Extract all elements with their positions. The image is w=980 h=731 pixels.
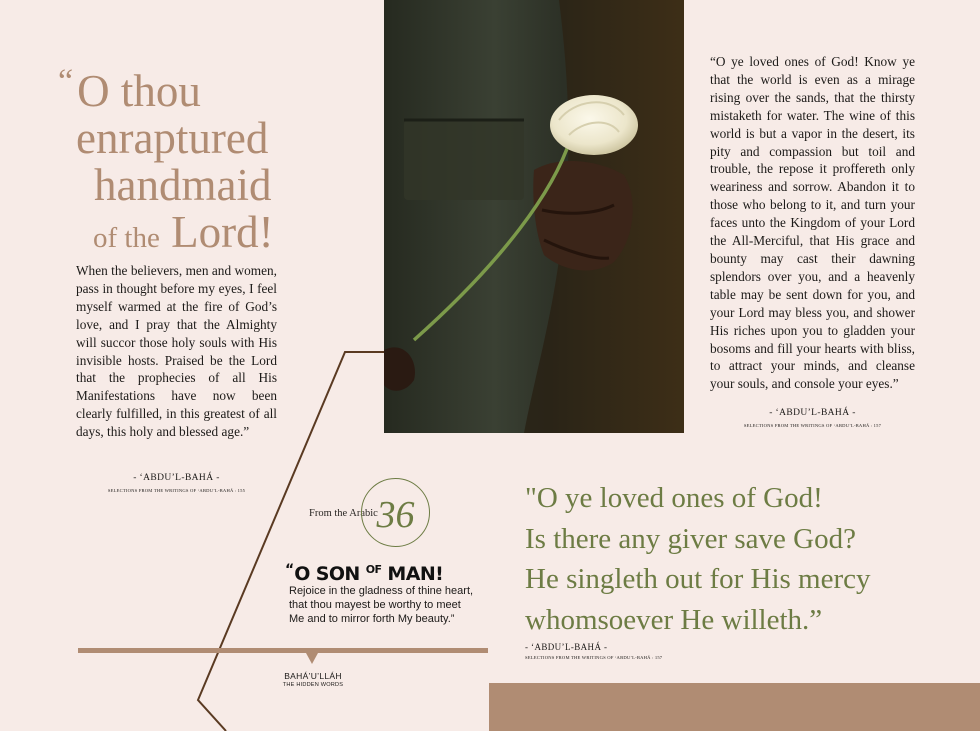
son-of-man-body: Rejoice in the gladness of thine heart, that thou mayest be worthy to meet Me and to mirror forth My beauty.” [289, 585, 474, 625]
rose-photo [384, 0, 684, 433]
footer-color-block [489, 683, 980, 731]
right-quote-body: “O ye loved ones of God! Know ye that the world is even as a mirage rising over the sands, that the thirsty mistaketh for water. The wine of this world is but a vapor in the desert, its pity and compassion but toil and trouble, the repose it proffereth only weariness and sorrow. Abandon it to those who belong to it, and turn your faces unto the Kingdom of your Lord the All-Merciful, that His grace and bounty may cast their dawning splendors over you, and a heavenly table may be sent down for you, and your Lord may bless you, and shower His riches upon you to gladden your bosoms and fill your hearts with bliss, to attract your minds, and cleanse your souls, and console your eyes.” [710, 54, 915, 392]
green-quote-source: SELECTIONS FROM THE WRITINGS OF ‘ABDU’L-BAHÁ : 157 [525, 655, 663, 660]
right-quote-source: SELECTIONS FROM THE WRITINGS OF ‘ABDU’L-BAHÁ : 157 [743, 423, 882, 428]
green-quote-line-4: whomsoever He willeth.” [525, 603, 823, 636]
number-badge [361, 478, 430, 547]
green-quote-line-2: Is there any giver save God? [525, 522, 856, 555]
hidden-words-author: BAHÁ’U’LLÁH [284, 671, 342, 681]
green-quote-attribution: - ‘ABDU’L-BAHÁ - [525, 642, 608, 652]
left-quote-source: SELECTIONS FROM THE WRITINGS OF ‘ABDU’L-BAHÁ : 155 [107, 488, 246, 493]
heading-line-1: O thou [77, 66, 201, 116]
son-title-part-2: MAN! [381, 563, 444, 585]
left-quote-attribution: - ‘ABDU’L-BAHÁ - [133, 473, 220, 483]
heading-quote [58, 58, 328, 262]
heading-open-quote: “ [58, 63, 74, 100]
from-arabic-label: From the Arabic [309, 508, 378, 519]
right-quote-attribution: - ‘ABDU’L-BAHÁ - [769, 408, 856, 418]
son-of-man-title [285, 562, 443, 585]
heading-line-3: handmaid [94, 160, 272, 210]
left-quote-body: When the believers, men and women, pass in thought before my eyes, I feel myself warmed at the fire of God’s love, and I pray that the Almighty will succor those holy souls with His invisible hosts. Praised be the Lord that the prophecies of all His Manifestations have now been clearly fulfilled, in this greatest of all days, this holy and blessed age.” [76, 263, 277, 440]
divider-pointer [306, 653, 318, 664]
hidden-words-number: 36 [376, 494, 415, 536]
green-quote-line-1: "O ye loved ones of God! [525, 482, 823, 514]
heading-line-4-large: Lord! [171, 207, 274, 257]
hidden-words-source: THE HIDDEN WORDS [282, 682, 344, 688]
green-quote-line-3: He singleth out for His mercy [525, 563, 871, 595]
son-title-quote: “ [285, 562, 295, 578]
son-title-part-1: O SON [294, 563, 366, 585]
heading-line-2: enraptured [76, 113, 269, 163]
green-quote [525, 478, 945, 640]
son-title-of: OF [365, 563, 382, 576]
divider-bar [78, 648, 488, 653]
heading-line-4-small: of the [93, 222, 160, 254]
